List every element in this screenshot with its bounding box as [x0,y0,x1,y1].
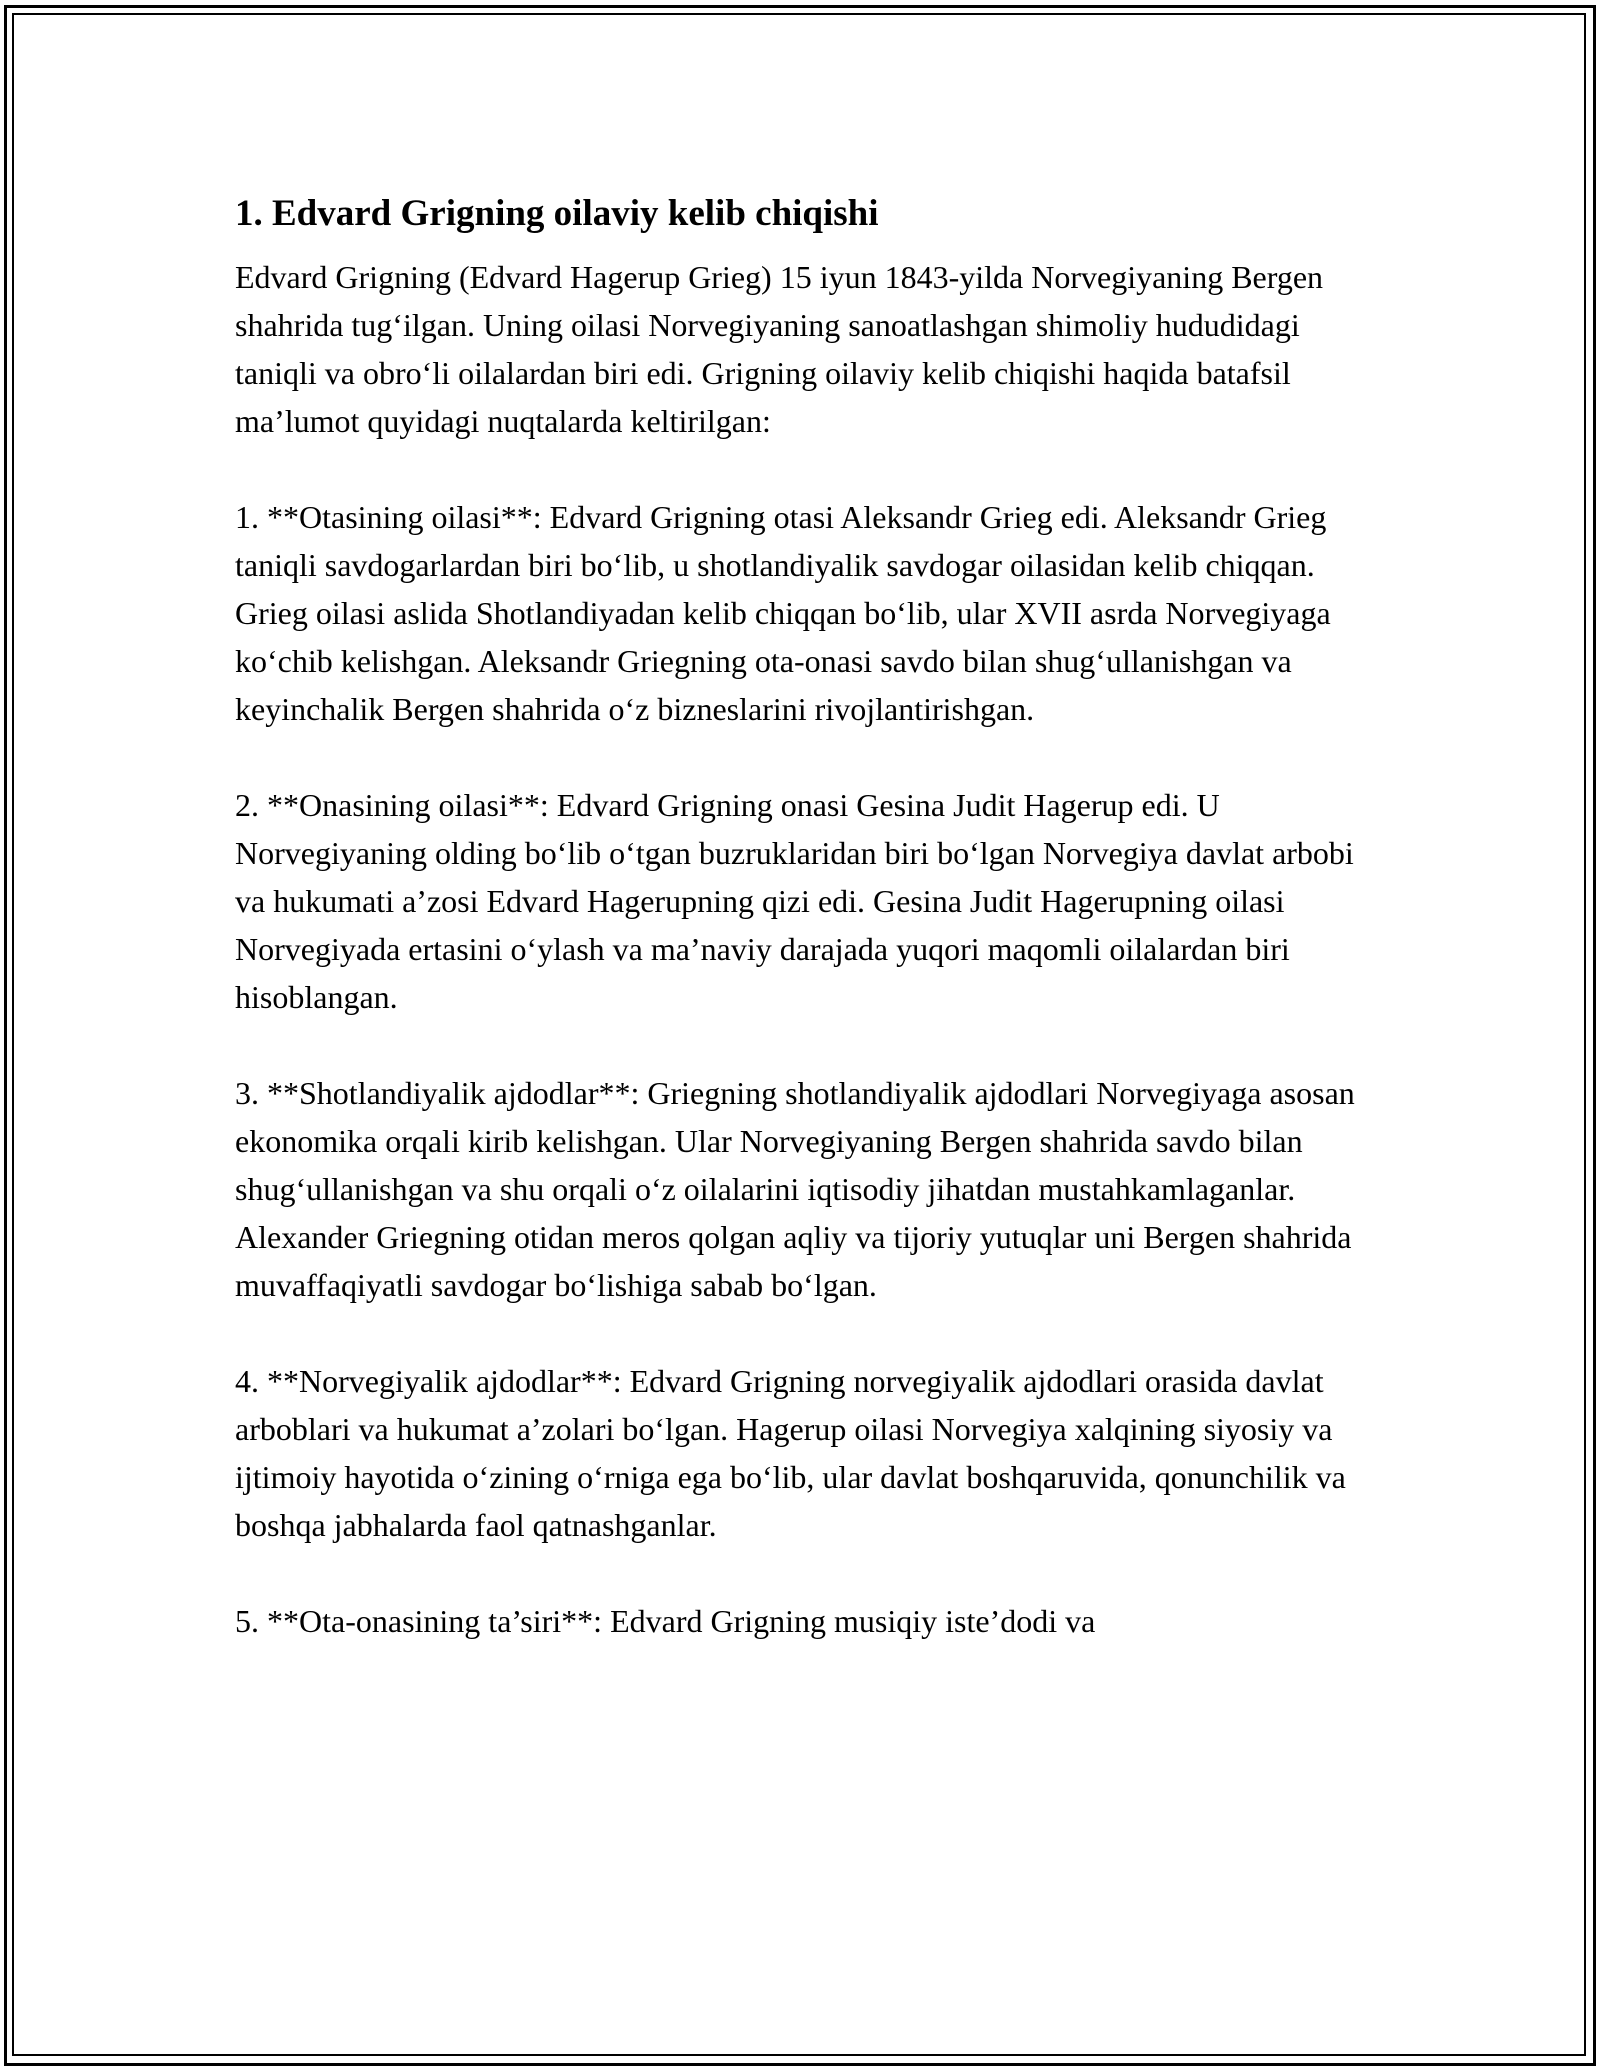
document-body [235,185,1375,1693]
paragraph-parents-influence: 5. **Ota-onasining ta’siri**: Edvard Grigning musiqiy iste’dodi va [235,1603,1096,1639]
paragraph-father-family: 1. **Otasining oilasi**: Edvard Grigning otasi Aleksandr Grieg edi. Aleksandr Grieg taniqli savdogarlardan biri bo‘lib, u shotlandiyalik savdogar oilasidan kelib chiqqan. Grieg oilasi aslida Shotlandiyadan kelib chiqqan bo‘lib, ular XVII asrda Norvegiyaga ko‘chib kelishgan. Aleksandr Griegning ota-onasi savdo bilan shug‘ullanishgan va keyinchalik Bergen shahrida o‘z bizneslarini rivojlantirishgan. [235,499,1331,727]
paragraph-norwegian-ancestors: 4. **Norvegiyalik ajdodlar**: Edvard Grigning norvegiyalik ajdodlari orasida davlat arboblari va hukumat a’zolari bo‘lgan. Hagerup oilasi Norvegiya xalqining siyosiy va ijtimoiy hayotida o‘zining o‘rniga ega bo‘lib, ular davlat boshqaruvida, qonunchilik va boshqa jabhalarda faol qatnashganlar. [235,1363,1346,1543]
intro-paragraph: Edvard Grigning (Edvard Hagerup Grieg) 15 iyun 1843-yilda Norvegiyaning Bergen shahrida tug‘ilgan. Uning oilasi Norvegiyaning sanoatlashgan shimoliy hududidagi taniqli va obro‘li oilalardan biri edi. Grigning oilaviy kelib chiqishi haqida batafsil ma’lumot quyidagi nuqtalarda keltirilgan: [235,259,1324,439]
paragraph-mother-family: 2. **Onasining oilasi**: Edvard Grigning onasi Gesina Judit Hagerup edi. U Norvegiyaning olding bo‘lib o‘tgan buzruklaridan biri bo‘lgan Norvegiya davlat arbobi va hukumati a’zosi Edvard Hagerupning qizi edi. Gesina Judit Hagerupning oilasi Norvegiyada ertasini o‘ylash va ma’naviy darajada yuqori maqomli oilalardan biri hisoblangan. [235,787,1354,1015]
paragraph-scottish-ancestors: 3. **Shotlandiyalik ajdodlar**: Griegning shotlandiyalik ajdodlari Norvegiyaga asosan ekonomika orqali kirib kelishgan. Ular Norvegiyaning Bergen shahrida savdo bilan shug‘ullanishgan va shu orqali o‘z oilalarini iqtisodiy jihatdan mustahkamlaganlar. Alexander Griegning otidan meros qolgan aqliy va tijoriy yutuqlar uni Bergen shahrida muvaffaqiyatli savdogar bo‘lishiga sabab bo‘lgan. [235,1075,1355,1303]
section-heading: 1. Edvard Grigning oilaviy kelib chiqishi [235,193,879,234]
